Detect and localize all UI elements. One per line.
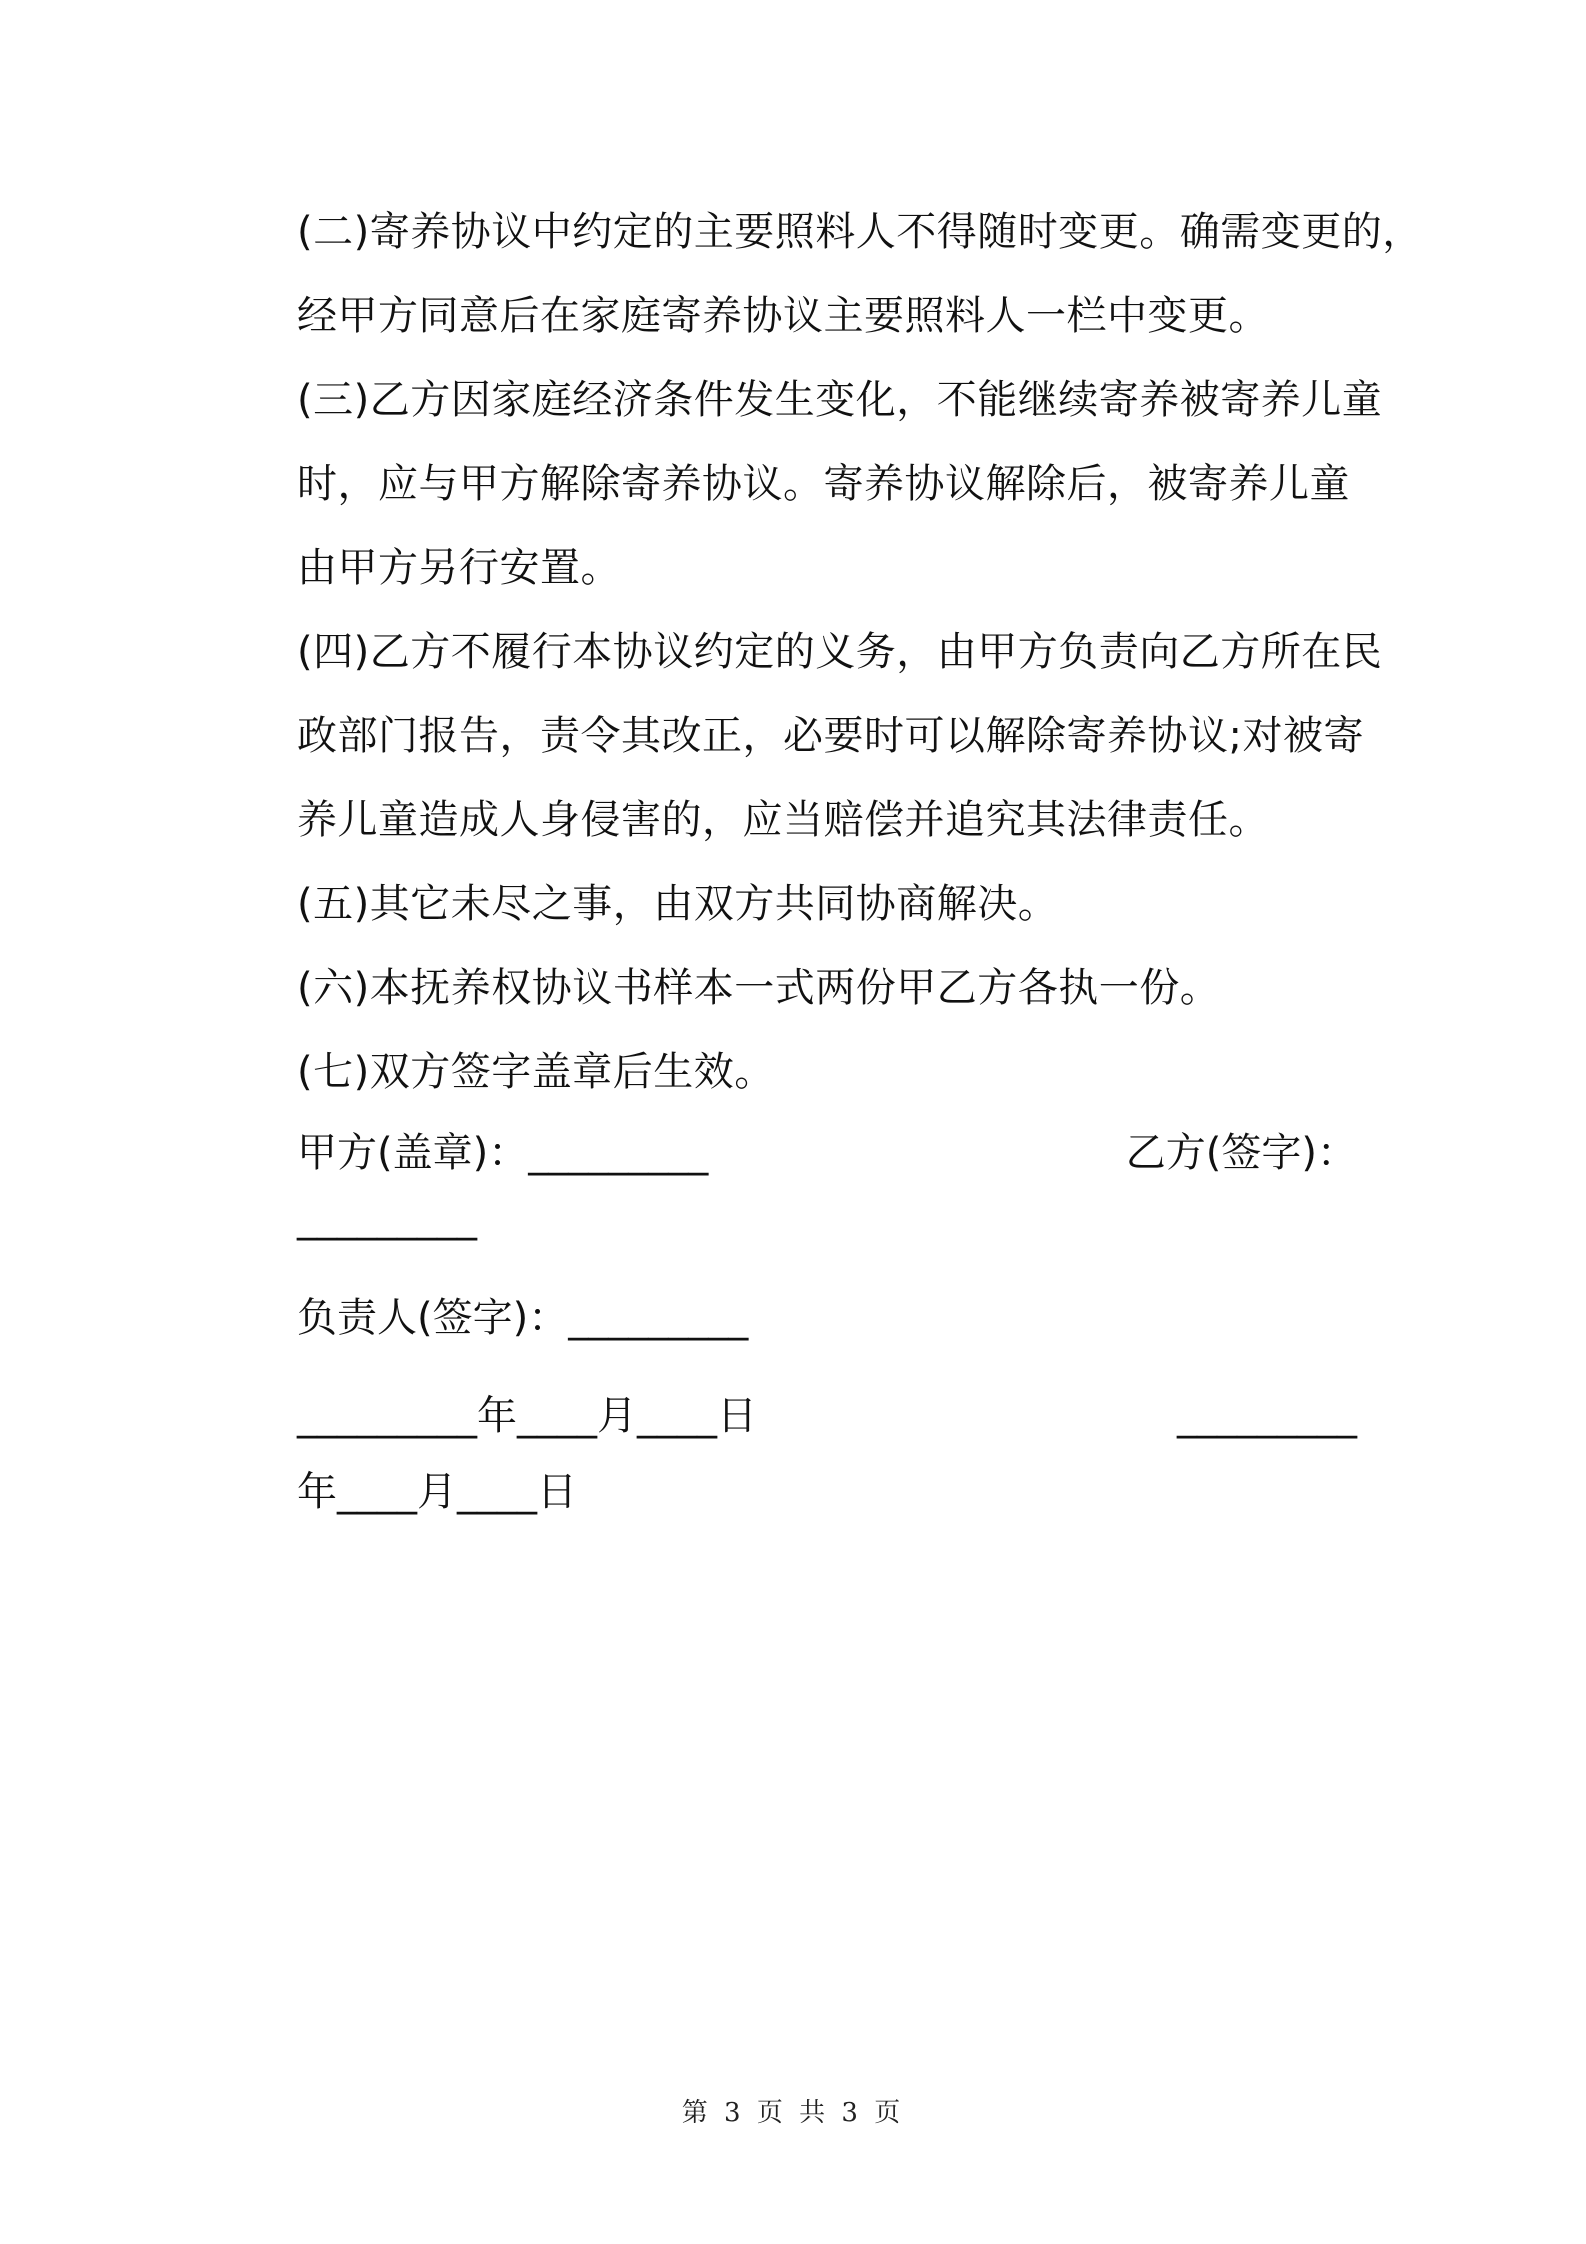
- party-b-sign-label: 乙方(签字)：: [1125, 1130, 1357, 1176]
- clause-4-line-3: 养儿童造成人身侵害的，应当赔偿并追究其法律责任。: [297, 797, 1269, 843]
- clause-3-line-1: (三)乙方因家庭经济条件发生变化，不能继续寄养被寄养儿童: [297, 377, 1383, 423]
- clause-4-line-2: 政部门报告，责令其改正，必要时可以解除寄养协议;对被寄: [297, 713, 1364, 759]
- clause-5-line-1: (五)其它未尽之事，由双方共同协商解决。: [297, 881, 1059, 927]
- party-signature-row: [297, 1118, 1387, 1188]
- clause-2-line-2: 经甲方同意后在家庭寄养协议主要照料人一栏中变更。: [297, 293, 1269, 339]
- clause-6-line-1: (六)本抚养权协议书样本一式两份甲乙方各执一份。: [297, 965, 1221, 1011]
- clause-4-line-1: (四)乙方不履行本协议约定的义务，由甲方负责向乙方所在民: [297, 629, 1383, 675]
- date-right-rest: 年____月____日: [297, 1469, 577, 1515]
- responsible-sign-field: 负责人(签字)：_________: [297, 1295, 749, 1341]
- date-right-blank: _________: [1177, 1393, 1357, 1439]
- agreement-clauses: [297, 190, 1423, 1114]
- date-left-field: _________年____月____日: [297, 1393, 757, 1439]
- responsible-row: [297, 1288, 1387, 1378]
- page-footer: 第 3 页 共 3 页: [681, 2098, 905, 2128]
- date-right-continuation: [297, 1454, 1387, 1530]
- clause-2-line-1: (二)寄养协议中约定的主要照料人不得随时变更。确需变更的，: [297, 209, 1423, 255]
- date-row: [297, 1378, 1387, 1454]
- signature-block: [297, 1118, 1387, 1530]
- clause-3-line-3: 由甲方另行安置。: [297, 545, 621, 591]
- party-a-seal-field: 甲方(盖章)：_________: [297, 1130, 709, 1176]
- party-b-sign-blank: _________: [297, 1195, 477, 1241]
- clause-7-line-1: (七)双方签字盖章后生效。: [297, 1049, 775, 1095]
- clause-3-line-2: 时，应与甲方解除寄养协议。寄养协议解除后，被寄养儿童: [297, 461, 1350, 507]
